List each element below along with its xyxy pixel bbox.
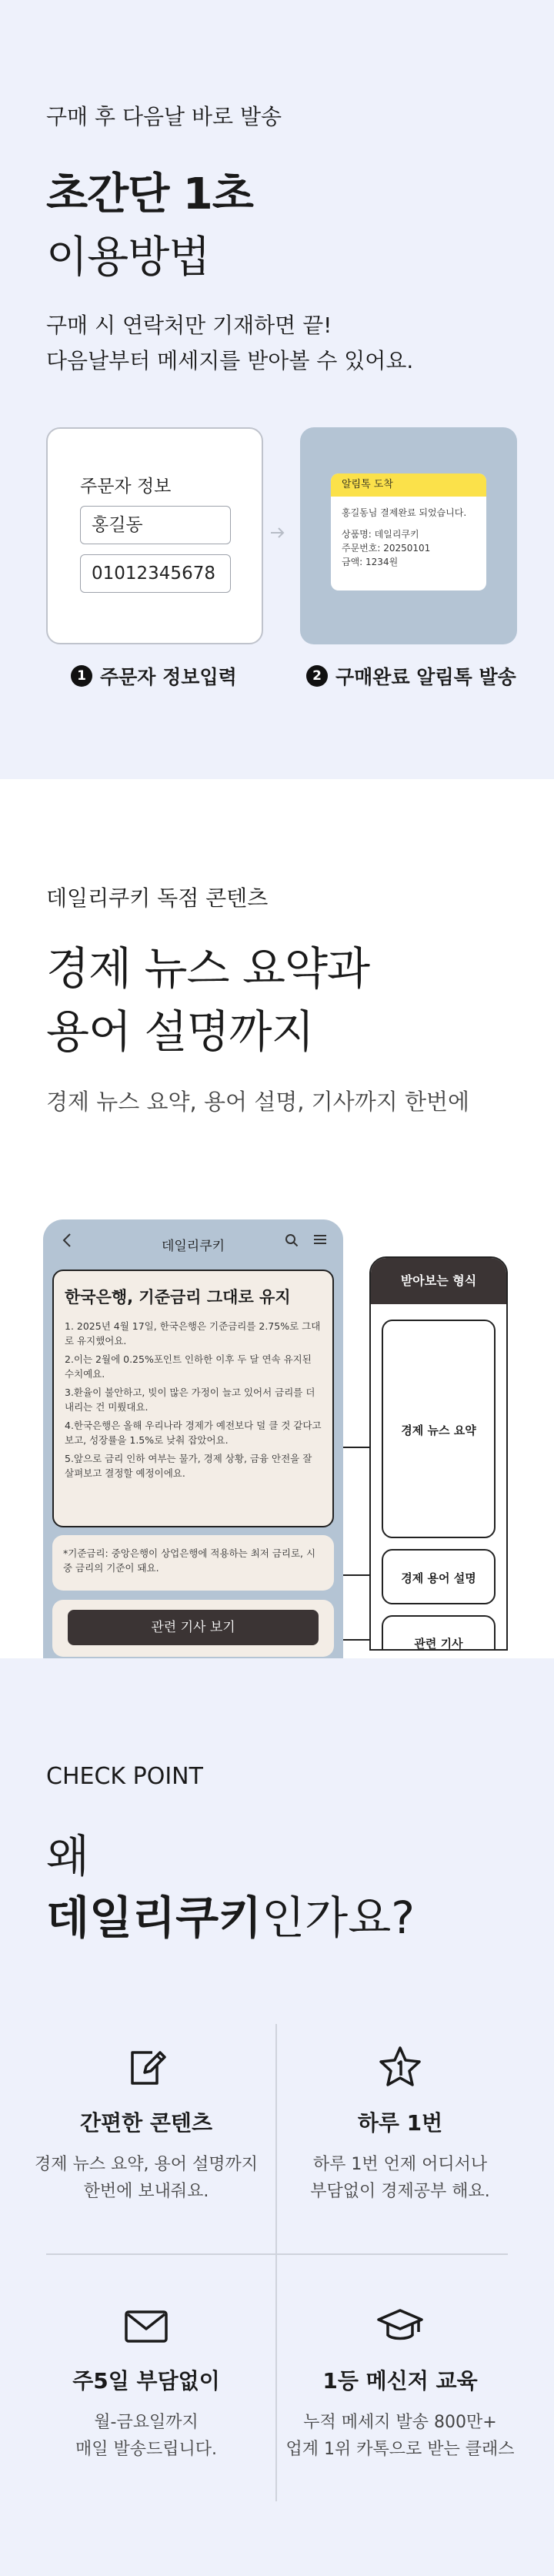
format-item-term: 경제 용어 설명 (382, 1549, 496, 1604)
howto-desc-line2: 다음날부터 메세지를 받아볼 수 있어요. (46, 348, 414, 373)
phone-top-bar (43, 1219, 343, 1266)
howto-desc-line1: 구매 시 연락처만 기재하면 끝! (46, 313, 332, 338)
alimtalk-line: 홍길동님 결제완료 되었습니다. (342, 507, 467, 518)
checkpoint-question-line1: 왜 (46, 1830, 90, 1882)
feature-desc-line: 하루 1번 언제 어디서나 (312, 2155, 488, 2174)
howto-description (46, 308, 413, 379)
checkpoint-question-line2 (46, 1882, 415, 1946)
content-headline-line1: 경제 뉴스 요약과 (46, 942, 370, 995)
feature-once-a-day (277, 2043, 523, 2205)
content-headline-line2: 용어 설명까지 (46, 1005, 314, 1058)
content-eyebrow: 데일리쿠키 독점 콘텐츠 (46, 885, 269, 911)
phone-mockup (43, 1219, 343, 1658)
feature-title: 1등 메신저 교육 (322, 2368, 478, 2394)
grid-divider-horizontal (46, 2253, 508, 2255)
feature-easy-content (23, 2043, 269, 2205)
feature-description (23, 2409, 269, 2463)
feature-desc-line: 경제 뉴스 요약, 용어 설명까지 (35, 2155, 258, 2174)
step-label: 주문자 정보입력 (100, 666, 237, 688)
summary-paragraph: 1. 2025년 4월 17일, 한국은행은 기준금리를 2.75%로 그대로 유지했어요. (65, 1320, 321, 1347)
feature-desc-line: 매일 발송드립니다. (75, 2440, 217, 2459)
order-form-card (46, 427, 263, 644)
term-explanation-box: *기준금리: 중앙은행이 상업은행에 적용하는 최저 금리로, 시중 금리의 기준이 돼요. (52, 1535, 334, 1591)
connector-line (343, 1447, 371, 1448)
connector-line (343, 1574, 371, 1576)
feature-description (277, 2409, 523, 2463)
article-title: 한국은행, 기준금리 그대로 유지 (65, 1288, 291, 1306)
format-item-news-summary: 경제 뉴스 요약 (382, 1320, 496, 1538)
summary-paragraph: 2.이는 2월에 0.25%포인트 인하한 이후 두 달 연속 유지된 수치예요. (65, 1353, 312, 1380)
step-label: 구매완료 알림톡 발송 (335, 666, 516, 688)
content-section (0, 779, 554, 1658)
alimtalk-notice (331, 473, 486, 590)
feature-title: 하루 1번 (357, 2110, 443, 2136)
name-field: 홍길동 (80, 506, 231, 544)
connector-line (343, 1639, 371, 1641)
step-2 (306, 662, 516, 690)
alimtalk-line: 상품명: 데일리쿠키 (342, 529, 419, 540)
graduation-cap-icon (375, 2301, 425, 2350)
feature-description (277, 2151, 523, 2205)
order-form-label: 주문자 정보 (80, 477, 172, 497)
howto-section (0, 0, 554, 779)
alimtalk-line: 금액: 1234원 (342, 557, 399, 567)
step-number: 2 (306, 665, 328, 687)
content-headline (46, 937, 369, 1063)
edit-icon (122, 2043, 171, 2093)
brand-name: 데일리쿠키 (46, 1892, 262, 1944)
feature-description (23, 2151, 269, 2205)
format-panel (369, 1256, 508, 1651)
mail-icon (122, 2301, 171, 2350)
related-article-button[interactable]: 관련 기사 보기 (68, 1610, 319, 1645)
feature-desc-line: 부담없이 경제공부 해요. (310, 2182, 490, 2201)
search-icon (285, 1233, 299, 1251)
howto-title-bold: 초간단 1초 (46, 169, 253, 219)
content-subtitle: 경제 뉴스 요약, 용어 설명, 기사까지 한번에 (46, 1089, 469, 1115)
phone-field: 01012345678 (80, 554, 231, 593)
feature-messenger-education (277, 2301, 523, 2463)
feature-desc-line: 월-금요일까지 (94, 2413, 199, 2432)
alimtalk-body (331, 497, 486, 578)
feature-desc-line: 업계 1위 카톡으로 받는 클래스 (285, 2440, 515, 2459)
news-summary-box (52, 1270, 334, 1527)
related-article-box (52, 1600, 334, 1657)
summary-paragraph: 5.앞으로 금리 인하 여부는 물가, 경제 상황, 금융 안전을 잘 살펴보고 결정할 예정이에요. (65, 1453, 312, 1479)
checkpoint-section (0, 1658, 554, 2576)
feature-desc-line: 누적 메세지 발송 800만+ (303, 2413, 497, 2432)
summary-paragraph: 3.환율이 불안하고, 빚이 많은 가정이 늘고 있어서 금리를 더 내리는 건 미뤘대요. (65, 1387, 315, 1413)
phone-title: 데일리쿠키 (161, 1239, 225, 1254)
menu-icon (312, 1232, 328, 1251)
summary-paragraph: 4.한국은행은 올해 우리나라 경제가 예전보다 덜 클 것 같다고 보고, 성장률을 1.5%로 낮춰 잡았어요. (65, 1420, 322, 1446)
feature-five-days (23, 2301, 269, 2463)
question-suffix: 인가요? (262, 1892, 416, 1944)
alimtalk-card (300, 427, 517, 644)
feature-title: 간편한 콘텐츠 (79, 2110, 213, 2136)
howto-eyebrow: 구매 후 다음날 바로 발송 (46, 104, 282, 129)
checkpoint-eyebrow: CHECK POINT (46, 1763, 203, 1790)
star-badge-icon (375, 2043, 425, 2093)
step-number: 1 (71, 665, 92, 687)
alimtalk-line: 주문번호: 20250101 (342, 543, 431, 554)
format-header: 받아보는 형식 (371, 1258, 506, 1304)
arrow-right-icon (269, 525, 285, 540)
feature-title: 주5일 부담없이 (72, 2368, 220, 2394)
format-item-article: 관련 기사 (382, 1615, 496, 1651)
step-1 (71, 662, 237, 690)
alimtalk-header: 알림톡 도착 (331, 473, 486, 497)
howto-title-light: 이용방법 (46, 233, 210, 283)
feature-desc-line: 한번에 보내줘요. (83, 2182, 209, 2201)
